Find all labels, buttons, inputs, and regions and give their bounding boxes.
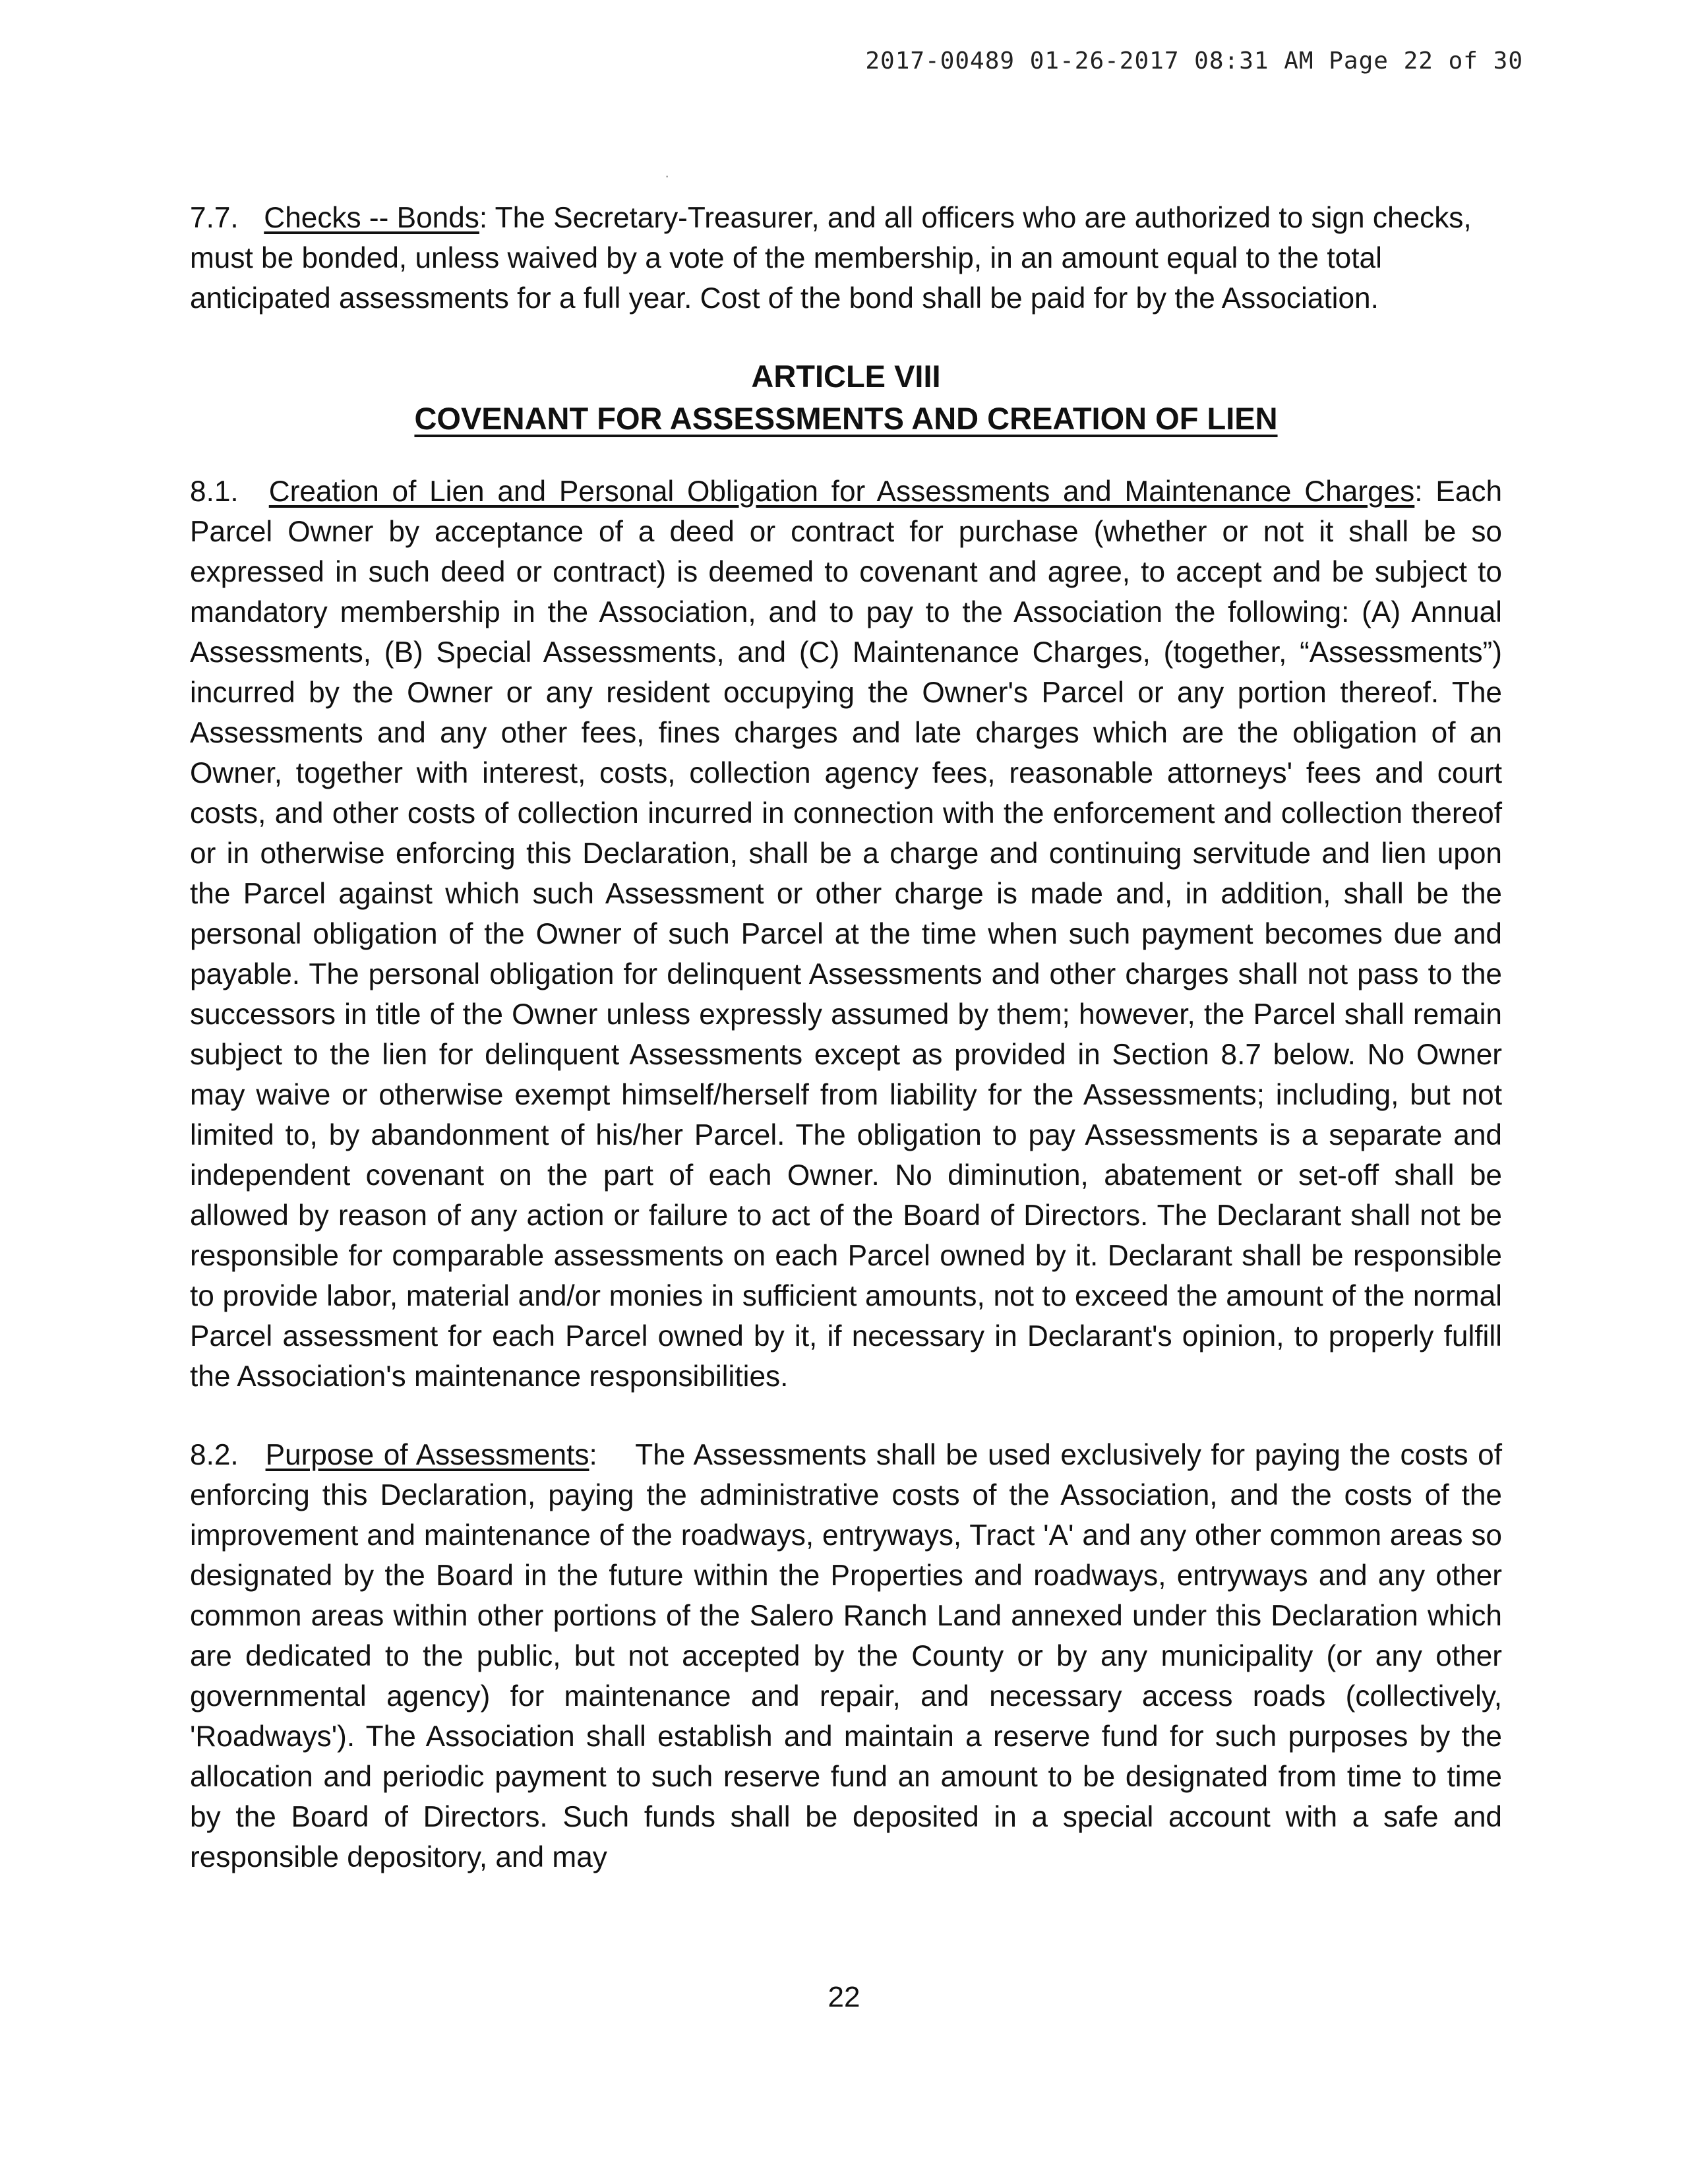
section-7-7: 7.7. Checks -- Bonds: The Secretary-Treasurer, and all officers who are authorized to sign checks, must be bonded, unless waived by a vote of the membership, in an amount equal to the total anticipated assessments for a full year. Cost of the bond shall be paid for by the Association.	[190, 198, 1502, 318]
section-8-2: 8.2. Purpose of Assessments: The Assessments shall be used exclusively for paying the costs of enforcing this Declaration, paying the administrative costs of the Association, and the costs of the improvement and maintenance of the roadways, entryways, Tract 'A' and any other common areas so designated by the Board in the future within the Properties and roadways, entryways and any other common areas within other portions of the Salero Ranch Land annexed under this Declaration which are dedicated to the public, but not accepted by the County or by any municipality (or any other governmental agency) for maintenance and repair, and necessary access roads (collectively, 'Roadways'). The Association shall establish and maintain a reserve fund for such purposes by the allocation and periodic payment to such reserve fund an amount to be designated from time to time by the Board of Directors. Such funds shall be deposited in a special account with a safe and responsible depository, and may	[190, 1435, 1502, 1877]
section-number: 8.2.	[190, 1439, 239, 1471]
section-heading: Checks -- Bonds	[264, 202, 479, 234]
section-text: The Secretary-Treasurer, and all officers who are authorized to sign checks, must be bonded, unless waived by a vote of the membership, in an amount equal to the total anticipated assessments for a full year. Cost of the bond shall be paid for by the Association.	[190, 202, 1472, 315]
section-heading: Creation of Lien and Personal Obligation for Assessments and Maintenance Charges	[268, 475, 1415, 508]
section-text: The Assessments shall be used exclusively for paying the costs of enforcing this Declaration, paying the administrative costs of the Association, and the costs of the improvement and maintenance of the roadways, entryways, Tract 'A' and any other common areas so designated by the Board in the future within the Properties and roadways, entryways and any other common areas within other portions of the Salero Ranch Land annexed under this Declaration which are dedicated to the public, but not accepted by the County or by any municipality (or any other governmental agency) for maintenance and repair, and necessary access roads (collectively, 'Roadways'). The Association shall establish and maintain a reserve fund for such purposes by the allocation and periodic payment to such reserve fund an amount to be designated from time to time by the Board of Directors. Such funds shall be deposited in a special account with a safe and responsible depository, and may	[190, 1439, 1503, 1873]
section-8-1: 8.1. Creation of Lien and Personal Obligation for Assessments and Maintenance Charges: Each Parcel Owner by acceptance of a deed or contract for purchase (whether or not it shall be so expressed in such deed or contract) is deemed to covenant and agree, to accept and be subject to mandatory membership in the Association, and to pay to the Association the following: (A) Annual Assessments, (B) Special Assessments, and (C) Maintenance Charges, (together, “Assessments”) incurred by the Owner or any resident occupying the Owner's Parcel or any portion thereof. The Assessments and any other fees, fines charges and late charges which are the obligation of an Owner, together with interest, costs, collection agency fees, reasonable attorneys' fees and court costs, and other costs of collection incurred in connection with the enforcement and collection thereof or in otherwise enforcing this Declaration, shall be a charge and continuing servitude and lien upon the Parcel against which such Assessment or other charge is made and, in addition, shall be the personal obligation of the Owner of such Parcel at the time when such payment becomes due and payable. The personal obligation for delinquent Assessments and other charges shall not pass to the successors in title of the Owner unless expressly assumed by them; however, the Parcel shall remain subject to the lien for delinquent Assessments except as provided in Section 8.7 below. No Owner may waive or otherwise exempt himself/herself from liability for the Assessments; including, but not limited to, by abandonment of his/her Parcel. The obligation to pay Assessments is a separate and independent covenant on the part of each Owner. No diminution, abatement or set-off shall be allowed by reason of any action or failure to act of the Board of Directors. The Declarant shall not be responsible for comparable assessments on each Parcel owned by it. Declarant shall be responsible to provide labor, material and/or monies in sufficient amounts, not to exceed the amount of the normal Parcel assessment for each Parcel owned by it, if necessary in Declarant's opinion, to properly fulfill the Association's maintenance responsibilities.	[190, 471, 1502, 1397]
article-title: ARTICLE VIII	[751, 359, 941, 394]
document-body	[190, 198, 1502, 1877]
section-number: 8.1.	[190, 475, 239, 508]
scan-artifact: ·	[665, 167, 670, 184]
article-subtitle: COVENANT FOR ASSESSMENTS AND CREATION OF LIEN	[414, 401, 1278, 436]
section-heading: Purpose of Assessments	[265, 1439, 589, 1471]
section-text: Each Parcel Owner by acceptance of a deed or contract for purchase (whether or not it shall be so expressed in such deed or contract) is deemed to covenant and agree, to accept and be subject to mandatory membership in the Association, and to pay to the Association the following: (A) Annual Assessments, (B) Special Assessments, and (C) Maintenance Charges, (together, “Assessments”) incurred by the Owner or any resident occupying the Owner's Parcel or any portion thereof. The Assessments and any other fees, fines charges and late charges which are the obligation of an Owner, together with interest, costs, collection agency fees, reasonable attorneys' fees and court costs, and other costs of collection incurred in connection with the enforcement and collection thereof or in otherwise enforcing this Declaration, shall be a charge and continuing servitude and lien upon the Parcel against which such Assessment or other charge is made and, in addition, shall be the personal obligation of the Owner of such Parcel at the time when such payment becomes due and payable. The personal obligation for delinquent Assessments and other charges shall not pass to the successors in title of the Owner unless expressly assumed by them; however, the Parcel shall remain subject to the lien for delinquent Assessments except as provided in Section 8.7 below. No Owner may waive or otherwise exempt himself/herself from liability for the Assessments; including, but not limited to, by abandonment of his/her Parcel. The obligation to pay Assessments is a separate and independent covenant on the part of each Owner. No diminution, abatement or set-off shall be allowed by reason of any action or failure to act of the Board of Directors. The Declarant shall not be responsible for comparable assessments on each Parcel owned by it. Declarant shall be responsible to provide labor, material and/or monies in sufficient amounts, not to exceed the amount of the normal Parcel assessment for each Parcel owned by it, if necessary in Declarant's opinion, to properly fulfill the Association's maintenance responsibilities.	[190, 475, 1503, 1393]
page-number: 22	[828, 1981, 860, 2013]
section-number: 7.7.	[190, 202, 239, 234]
article-heading	[190, 355, 1502, 440]
fax-header-stamp: 2017-00489 01-26-2017 08:31 AM Page 22 of 30	[865, 47, 1523, 75]
